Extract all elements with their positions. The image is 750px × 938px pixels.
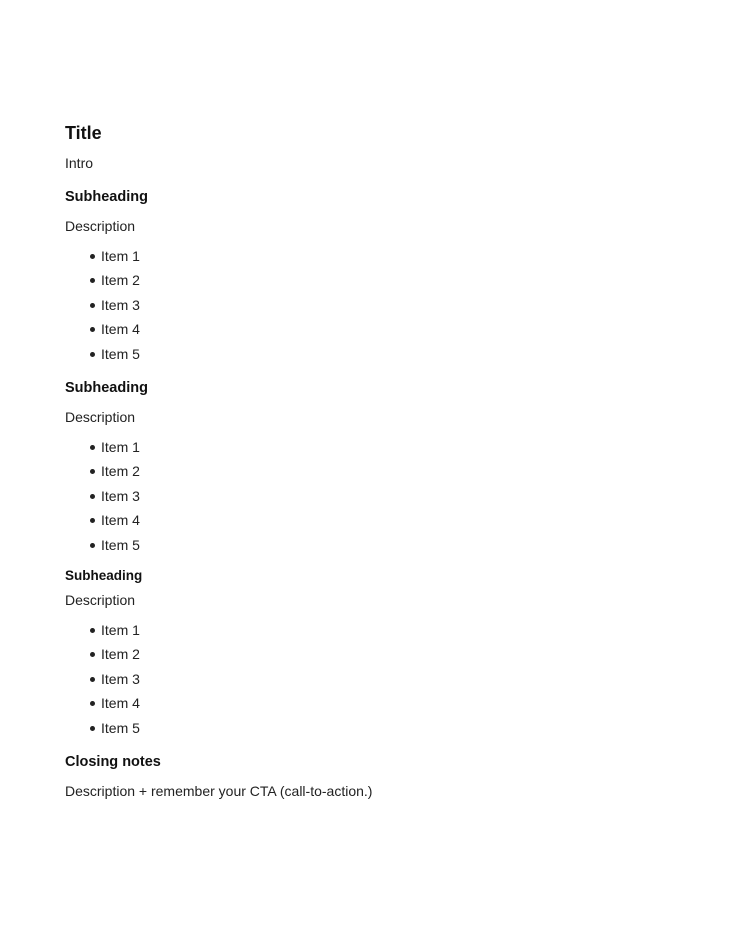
list-item: Item 1 xyxy=(65,437,140,461)
closing-description: Description + remember your CTA (call-to-action.) xyxy=(65,783,373,799)
list-item: Item 4 xyxy=(65,693,140,717)
list-item: Item 2 xyxy=(65,270,140,294)
list-item: Item 1 xyxy=(65,620,140,644)
list-item: Item 5 xyxy=(65,344,140,368)
list-item: Item 3 xyxy=(65,486,140,510)
section-2-description: Description xyxy=(65,409,136,425)
list-item: Item 1 xyxy=(65,246,140,270)
list-item: Item 2 xyxy=(65,461,140,485)
list-item: Item 5 xyxy=(65,535,140,559)
section-2-list xyxy=(65,437,140,559)
list-item: Item 4 xyxy=(65,319,140,343)
list-item: Item 4 xyxy=(65,510,140,534)
section-3-description: Description xyxy=(65,592,136,608)
page-title: Title xyxy=(65,123,102,143)
section-3-list xyxy=(65,620,140,742)
list-item: Item 3 xyxy=(65,295,140,319)
section-3-heading: Subheading xyxy=(65,568,143,583)
section-1-description: Description xyxy=(65,218,136,234)
closing-heading: Closing notes xyxy=(65,754,161,770)
intro-text: Intro xyxy=(65,155,94,171)
list-item: Item 3 xyxy=(65,669,140,693)
section-2-heading: Subheading xyxy=(65,380,148,396)
list-item: Item 5 xyxy=(65,718,140,742)
section-1-list xyxy=(65,246,140,368)
section-1-heading: Subheading xyxy=(65,189,148,205)
list-item: Item 2 xyxy=(65,644,140,668)
